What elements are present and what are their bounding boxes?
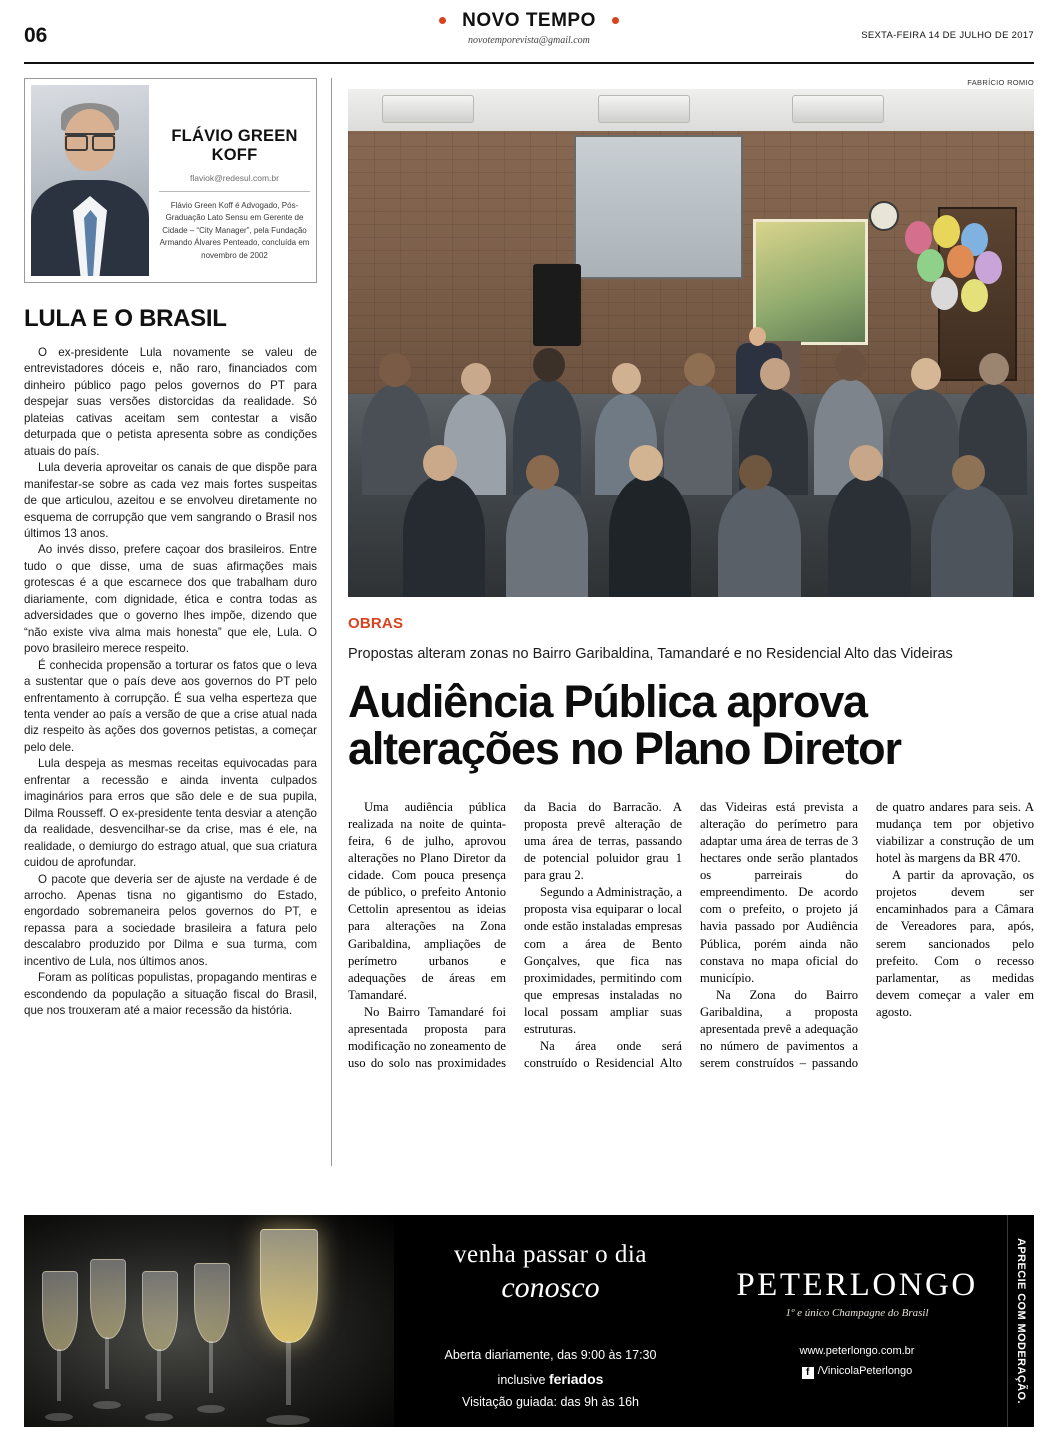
facebook-icon: f	[802, 1367, 814, 1379]
opinion-body	[24, 345, 317, 1020]
story-paragraph: A partir da aprovação, os projetos devem ser encaminhados para a Câmara de Vereadores para, após, serem sancionados pelo prefeito. Com o recesso parlamentar, as medidas devem começar a valer em agosto.	[876, 868, 1034, 1019]
story-paragraph: Uma audiência pública realizada na noite de quinta-feira, 6 de julho, aprovou alterações no Plano Diretor da cidade. Com pouca presença de público, o prefeito Antonio Cettolin apresentou as ideias para alterações na Zona Garibaldina, ampliações de perímetro urbanos e adequações de áreas em Tamandaré.	[348, 799, 506, 1002]
photo-credit: FABRÍCIO ROMIO	[967, 78, 1034, 87]
opinion-paragraph: Ao invés disso, prefere caçoar dos brasileiros. Entre tudo o que disse, uma de suas afirmações mais grotescas é a que escarnece dos que trabalham duro diariamente, com dignidade, ética e contra todas as adversidades que o governo lhes impõe, dizendo que “não existe viva alma mais honesta” que ele, Lula. O povo brasileiro merece respeito.	[24, 543, 317, 656]
columnist-photo	[31, 85, 149, 276]
columnist-email[interactable]: flaviok@redesul.com.br	[159, 173, 310, 192]
page-number: 06	[24, 24, 48, 47]
publication-email: novotemporevista@gmail.com	[468, 35, 590, 46]
story-paragraph: Na Zona do Bairro Garibaldina, a proposta apresentada prevê a adequação no número de pavimentos a serem construídos – passando de quatro andares para seis. A mudança tem por objetivo viabilizar a construção de um hotel às margens da BR 470.	[700, 799, 1034, 1071]
ad-hours	[394, 1345, 707, 1414]
ad-brand-tagline: 1º e único Champagne do Brasil	[785, 1307, 929, 1319]
masthead-title-row	[427, 10, 631, 32]
ad-hours-holidays: feriados	[548, 1370, 604, 1387]
publication-title: NOVO TEMPO	[462, 10, 596, 31]
ad-facebook-handle: /VinicolaPeterlongo	[817, 1365, 913, 1377]
columnist-name: FLÁVIO GREEN KOFF	[171, 127, 298, 164]
columnist-info	[149, 85, 310, 276]
advertisement-peterlongo[interactable]	[24, 1215, 1034, 1427]
opinion-paragraph: O pacote que deveria ser de ajuste na verdade é de arrocho. Apenas tisna no gigantismo do Estado, engordado sobremaneira pelos governos do PT, e repassa para a sociedade brasileira a fatura pelo descalabro produzido por Dilma e sua turma, com incentivo de Lula, nos últimos anos.	[24, 872, 317, 968]
story-paragraph: No Bairro Tamandaré foi apresentada proposta para modificação no zoneamento de uso do solo nas proximidades da Bacia do Barracão. A proposta prevê alteração de uma área de terras, passando de potencial poluidor grau 1 para grau 2.	[348, 799, 682, 1071]
ad-headline-line2: conosco	[501, 1271, 600, 1304]
story-photo	[348, 89, 1034, 597]
opinion-paragraph: É conhecida propensão a torturar os fatos que o leva a sustentar que o país deve aos governos do PT pelo enfrentamento à corrupção. É sua velha esperteza que tenta vender ao país a versão de que a crise atual nada diz respeito às ações dos governos petistas, a começar pelo dele.	[24, 658, 317, 754]
ad-warning-text: APRECIE COM MODERAÇÃO.	[1015, 1238, 1027, 1404]
bullet-right-icon	[612, 17, 619, 24]
ad-glasses-image	[24, 1215, 394, 1427]
opinion-paragraph: Lula despeja as mesmas receitas equivocadas para enfrentar a recessão e ainda inventa culpados imaginários para erros que são dele e de sua pupila, Dilma Rousseff. O ex-presidente tenta desviar a atenção da realidade, desvencilhar-se da crise, mas é ele, na realidade, o demiurgo do estrago atual, que sua criatura cuidou de aprofundar.	[24, 757, 317, 870]
balloons-decoration	[901, 215, 1016, 315]
story-subhead: Propostas alteram zonas no Bairro Garibaldina, Tamandaré e no Residencial Alto das Videiras	[348, 646, 953, 662]
ad-headline-line1: venha passar o dia	[454, 1241, 647, 1268]
ad-hours-line1: Aberta diariamente, das 9:00 às 17:30	[444, 1348, 657, 1362]
ad-brand-block	[707, 1215, 1007, 1427]
opinion-column	[24, 78, 332, 1166]
story-paragraph: Segundo a Administração, a proposta visa equiparar o local onde estão instaladas empresas com a área de Bento Gonçalves, que fica nas proximidades, permitindo com que empresas instaladas no local possam ampliar suas estruturas.	[524, 885, 682, 1037]
story-headline: Audiência Pública aprova alterações no Plano Diretor	[348, 676, 901, 775]
opinion-paragraph: O ex-presidente Lula novamente se valeu de entrevistadores dóceis e, não raro, financiados com dinheiro público pago pelos governos do PT para despejar suas versões distorcidas da realidade. Só plateias cativas aceitam sem contestar a visão deturpada que o petista apresenta sobre as condições atuais do país.	[24, 346, 317, 458]
opinion-paragraph: Lula deveria aproveitar os canais de que dispõe para manifestar-se sobre as cada vez mais fortes suspeitas de que articulou, azeitou e se envolveu diretamente no esquema de corrupção que vem sangrando o Brasil nos últimos 13 anos.	[24, 461, 317, 540]
ad-website-link[interactable]: www.peterlongo.com.br	[799, 1345, 915, 1357]
masthead-center	[427, 10, 631, 46]
columnist-card	[24, 78, 317, 283]
page-content	[24, 78, 1034, 1166]
ad-facebook-link[interactable]	[707, 1365, 1007, 1379]
story-kicker: OBRAS	[348, 615, 404, 632]
opinion-headline: LULA E O BRASIL	[24, 305, 227, 332]
columnist-bio: Flávio Green Koff é Advogado, Pós-Graduação Lato Sensu em Gerente de Cidade – “City Manager”, pela Fundação Armando Álvares Penteado, concluída em novembro de 2002	[159, 201, 310, 260]
ad-hours-prefix: inclusive	[497, 1372, 549, 1387]
ad-brand-name: PETERLONGO	[736, 1267, 978, 1303]
bullet-left-icon	[439, 17, 446, 24]
main-story	[332, 78, 1034, 1166]
ad-legal-warning	[1007, 1215, 1034, 1427]
issue-date: SEXTA-FEIRA 14 DE JULHO DE 2017	[861, 30, 1034, 41]
story-paragraph: Na área onde será construído o Residencial Alto das Videiras está prevista a alteração do perímetro para adaptar uma área de terras de 3 hectares onde serão plantados os parreirais do empreendimento. De acordo com o prefeito, o projeto já havia passado por Audiência Pública, porém ainda não constava no mapa oficial do município.	[524, 799, 858, 1071]
masthead	[24, 0, 1034, 64]
ad-hours-line2	[394, 1367, 707, 1392]
ad-hours-line3: Visitação guiada: das 9h às 16h	[462, 1394, 639, 1409]
ad-message	[394, 1215, 707, 1427]
story-body	[348, 799, 1034, 1099]
opinion-paragraph: Foram as políticas populistas, propagando mentiras e escondendo da população a situação fiscal do Brasil, que nos trouxeram até a maior recessão da história.	[24, 971, 317, 1018]
